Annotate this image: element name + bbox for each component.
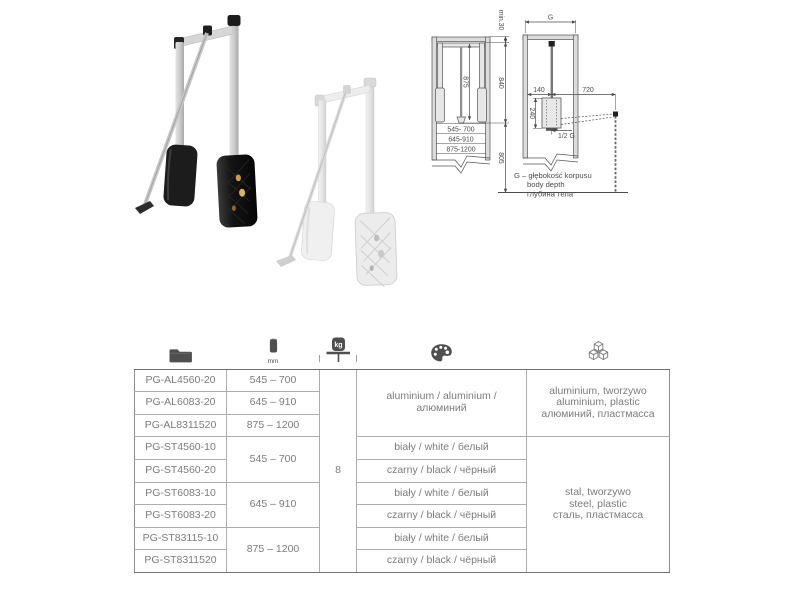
legend-line-en: body depth: [527, 180, 565, 190]
dim-875: 875: [461, 76, 469, 88]
left-cover-black: [163, 144, 198, 207]
code-cell: PG-ST6083-10: [135, 482, 227, 505]
color-cell: biały / white / белый: [357, 437, 527, 460]
dim-140: 140: [533, 87, 545, 94]
table-row: [135, 369, 670, 392]
color-cell: czarny / black / чёрный: [357, 505, 527, 528]
side-view-rod: [542, 41, 561, 131]
dim-240: 240: [528, 107, 535, 120]
height-mm-icon: [266, 338, 281, 354]
material-line: сталь, пластмасса: [552, 509, 644, 522]
svg-text:kg: kg: [334, 342, 343, 349]
range-cell: 545 – 700: [227, 437, 320, 482]
product-photo-black: [135, 15, 258, 228]
weight-kg-icon: [324, 336, 352, 363]
material-icon: [587, 340, 610, 363]
folder-icon: [168, 346, 193, 363]
header-divider-stub: [319, 355, 320, 362]
dim-half-G: 1/2 G: [558, 133, 575, 140]
technical-diagram: [412, 4, 642, 244]
color-cell: czarny / black / чёрный: [357, 550, 527, 573]
dim-720: 720: [582, 87, 594, 94]
header-height-cell: [227, 336, 320, 369]
range-cell: 875 – 1200: [227, 414, 320, 437]
material-cell: [527, 369, 670, 437]
header-material-cell: [527, 336, 670, 369]
material-line: steel, plastic: [569, 497, 627, 510]
code-cell: PG-ST4560-10: [135, 437, 227, 460]
side-view-cabinet-top: [523, 35, 578, 40]
legend-line-pl: G – głębokość korpusu: [514, 171, 592, 180]
spec-table-wrap: [134, 336, 670, 573]
material-line: алюминий, пластмасса: [541, 407, 655, 420]
material-line: aluminium, plastic: [556, 396, 640, 409]
header-capacity-cell: [320, 336, 357, 369]
code-cell: PG-ST83115-10: [135, 527, 227, 550]
code-cell: PG-AL8311520: [135, 414, 227, 437]
header-code-cell: [135, 336, 227, 369]
range-cell: 645 – 910: [227, 482, 320, 527]
width-range-2: 645-910: [448, 136, 474, 144]
product-photo-white: [276, 78, 397, 288]
color-cell: biały / white / белый: [357, 482, 527, 505]
header-divider-stub: [356, 355, 357, 362]
product-photos: [115, 2, 415, 300]
right-cover-white: [355, 212, 398, 287]
right-cover-black: [216, 154, 258, 228]
dim-840: 840: [497, 77, 504, 89]
material-line: stal, tworzywo: [565, 486, 631, 499]
width-range-1: 545- 700: [447, 126, 475, 134]
code-cell: PG-AL4560-20: [135, 369, 227, 392]
range-cell: 645 – 910: [227, 392, 320, 415]
code-cell: PG-ST4560-20: [135, 459, 227, 482]
header-color-cell: [357, 336, 527, 369]
dim-805: 805: [497, 152, 504, 164]
dim-min30: min.30: [497, 9, 504, 31]
width-range-3: 875-1200: [446, 146, 476, 154]
table-header-row: [135, 336, 670, 369]
code-cell: PG-ST6083-20: [135, 505, 227, 528]
front-view-cabinet-top: [432, 37, 490, 42]
color-cell: czarny / black / чёрный: [357, 459, 527, 482]
material-line: aluminium, tworzywo: [549, 384, 647, 397]
legend-line-ru: глубина тела: [527, 189, 574, 199]
capacity-cell: 8: [320, 369, 357, 572]
range-cell: 545 – 700: [227, 369, 320, 392]
range-cell: 875 – 1200: [227, 527, 320, 572]
table-row: [135, 437, 670, 460]
color-icon: [430, 343, 453, 363]
mm-unit-label: mm: [267, 358, 279, 365]
code-cell: PG-ST8311520: [135, 550, 227, 573]
code-cell: PG-AL6083-20: [135, 392, 227, 415]
color-cell: biały / white / белый: [357, 527, 527, 550]
spec-table: [134, 336, 670, 573]
material-cell: [527, 437, 670, 573]
extended-position: [561, 112, 618, 193]
color-cell: aluminium / aluminium / алюминий: [357, 369, 527, 437]
dim-G: G: [547, 14, 554, 22]
